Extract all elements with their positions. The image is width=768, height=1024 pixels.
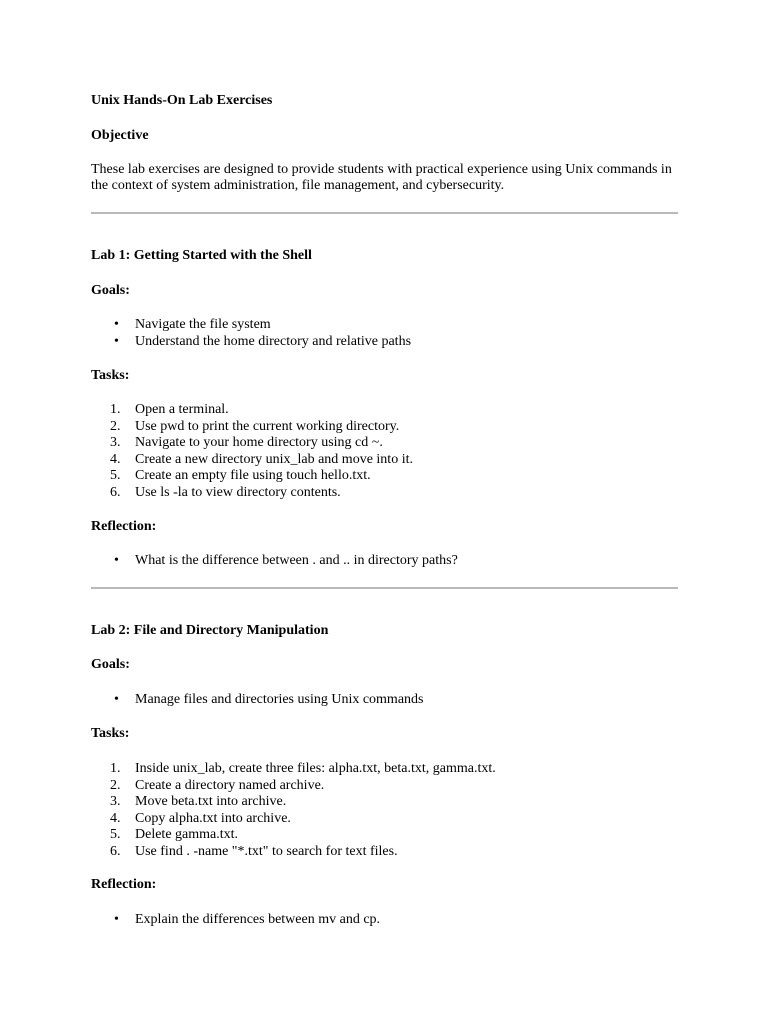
lab-1-reflection-list: [91, 553, 679, 570]
list-item: [91, 468, 679, 485]
list-item: [91, 435, 679, 452]
number-marker: 6.: [110, 843, 121, 859]
number-marker: 3.: [110, 435, 121, 450]
reflection-text: What is the difference between . and .. in directory paths?: [135, 553, 458, 568]
objective-paragraph: These lab exercises are designed to provide students with practical experience using Unix commands in the context of system administration, file management, and cybersecurity.: [91, 162, 672, 193]
lab-2-goals-heading: Goals:: [91, 657, 130, 672]
list-item: [91, 452, 679, 469]
list-item: [91, 827, 679, 844]
number-marker: 2.: [110, 777, 121, 793]
bullet-marker: •: [114, 317, 119, 332]
list-item: [91, 317, 679, 334]
objective-heading: Objective: [91, 128, 149, 143]
list-item: [91, 778, 679, 795]
task-text: Create a new directory unix_lab and move into it.: [135, 451, 413, 467]
lab-2-tasks-heading: Tasks:: [91, 726, 130, 741]
task-text: Use pwd to print the current working directory.: [135, 418, 400, 434]
task-text: Open a terminal.: [135, 402, 229, 417]
lab-2-reflection-list: [91, 912, 679, 929]
number-marker: 1.: [110, 761, 121, 776]
list-item: [91, 553, 679, 570]
section-divider: [91, 212, 678, 214]
lab-2-title: Lab 2: File and Directory Manipulation: [91, 623, 329, 638]
list-item: [91, 485, 679, 502]
section-divider: [91, 587, 678, 589]
lab-1-reflection-heading: Reflection:: [91, 519, 157, 534]
bullet-marker: •: [114, 692, 119, 707]
list-item: [91, 794, 679, 811]
list-item: [91, 419, 679, 436]
list-item: [91, 402, 679, 419]
list-item: [91, 692, 679, 709]
task-text: Copy alpha.txt into archive.: [135, 810, 291, 826]
goal-text: Understand the home directory and relative paths: [135, 333, 412, 349]
task-text: Navigate to your home directory using cd ~.: [135, 435, 383, 450]
task-text: Use find . -name "*.txt" to search for text files.: [135, 843, 398, 859]
document-title: Unix Hands-On Lab Exercises: [91, 93, 273, 108]
task-text: Create an empty file using touch hello.txt.: [135, 468, 371, 483]
number-marker: 5.: [110, 827, 121, 842]
task-text: Create a directory named archive.: [135, 777, 325, 793]
bullet-marker: •: [114, 553, 119, 568]
number-marker: 3.: [110, 794, 121, 809]
list-item: [91, 912, 679, 929]
task-text: Delete gamma.txt.: [135, 827, 239, 842]
goal-text: Manage files and directories using Unix commands: [135, 692, 424, 707]
lab-1-title: Lab 1: Getting Started with the Shell: [91, 248, 312, 263]
bullet-marker: •: [114, 333, 119, 349]
task-text: Inside unix_lab, create three files: alpha.txt, beta.txt, gamma.txt.: [135, 761, 496, 776]
lab-2-reflection-heading: Reflection:: [91, 877, 157, 892]
list-item: [91, 761, 679, 778]
list-item: [91, 334, 679, 351]
bullet-marker: •: [114, 912, 119, 927]
task-text: Move beta.txt into archive.: [135, 794, 287, 809]
lab-2-goals-list: [91, 692, 679, 709]
reflection-text: Explain the differences between mv and cp.: [135, 912, 381, 927]
number-marker: 2.: [110, 418, 121, 434]
number-marker: 4.: [110, 810, 121, 826]
goal-text: Navigate the file system: [135, 317, 271, 332]
task-text: Use ls -la to view directory contents.: [135, 484, 341, 500]
number-marker: 5.: [110, 468, 121, 483]
lab-1-tasks-list: [91, 402, 679, 501]
list-item: [91, 811, 679, 828]
number-marker: 1.: [110, 402, 121, 417]
number-marker: 4.: [110, 451, 121, 467]
list-item: [91, 844, 679, 861]
number-marker: 6.: [110, 484, 121, 500]
lab-2-tasks-list: [91, 761, 679, 860]
lab-1-goals-list: [91, 317, 679, 350]
lab-1-goals-heading: Goals:: [91, 283, 130, 298]
lab-1-tasks-heading: Tasks:: [91, 368, 130, 383]
